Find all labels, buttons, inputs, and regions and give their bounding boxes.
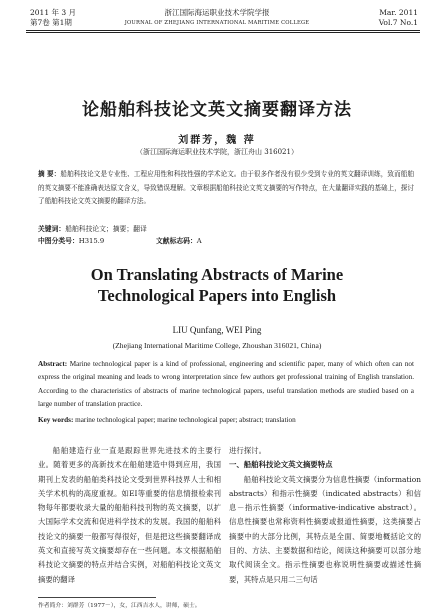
paper-title-en-line1: On Translating Abstracts of Marine <box>90 265 344 284</box>
abstract-en-text: Marine technological paper is a kind of professional, engineering and scientific paper, many of which often can not express the original meaning and leads to wrong interpretation since few authors get professional training of English translation. According to the characteristics of abstracts of marine technological papers, useful translation methods are studied based on a large number of translation practice. <box>38 360 414 408</box>
body-column-left <box>38 444 221 587</box>
classification-cn <box>38 235 104 245</box>
section-heading: 一、船舶科技论文英文摘要特点 <box>229 460 333 470</box>
header-rule-thin <box>26 32 420 33</box>
header-date-cn: 2011 年 3 月 <box>30 8 77 17</box>
body-right-paragraph: 船舶科技论文英文摘要分为信息性摘要（information abstracts）和指示性摘要（indicated abstracts）和信息－指示性摘要（informative-indicative abstract）。信息性摘要也常称资料性摘要或报道性摘要，这类摘要占摘要中的大部分比例，其特点是全面、简要地概括论文的目的、方法、主要数据和结论，阅读这种摘要可以部分地取代阅读全文。指示性摘要也称说明性摘要或描述性摘要，其特点是只用二三句话 <box>229 474 421 584</box>
abstract-cn-label: 摘 要： <box>38 170 61 178</box>
abstract-cn-text: 船舶科技论文是专业性、工程应用性和科技性强的学术论文。由于很多作者没有很少受到专业的英文翻译训练，致而船舶的英文摘要不能准确表达原文含义，导致错误理解。文章根据船舶科技论文英文摘要的写作特点，在大量翻译实践的基础上，探讨了船舶科技论文英文摘要的翻译方法。 <box>38 170 415 205</box>
body-left-paragraph: 船舶建造行业一直是跟踪世界先进技术的主要行业。随着更多的高新技术在船舶建造中得到应用，我国期刊上发表的船舶类科技论文受到世界科技界人士和相关学术机构的高度重视。如EI等重要的信息情报检索刊物每年都要收录大量的船舶科技刊物的英文摘要，以扩大国际学术交流和促进科学技术的发展。我国的船舶科技论文的摘要一般都写得很好，但是把这些摘要翻译成英文和直接写英文摘要却存在一些问题。本文根据船舶科技论文摘要的特点并结合实例，对船舶科技论文英文摘要的翻译 <box>38 446 221 584</box>
footnote-rule <box>38 597 156 598</box>
keywords-cn <box>38 223 147 233</box>
authors-en: LIU Qunfang, WEI Ping <box>172 325 262 335</box>
paper-title-cn: 论船舶科技论文英文摘要翻译方法 <box>82 100 352 120</box>
doc-code-cn-label: 文献标志码： <box>156 237 197 245</box>
affiliation-cn: （浙江国际海运职业技术学院，浙江舟山 316021） <box>136 148 298 156</box>
paper-title-en <box>0 264 434 306</box>
keywords-en <box>38 416 296 424</box>
journal-name-cn: 浙江国际海运职业技术学院学报 <box>164 8 270 17</box>
abstract-cn <box>38 168 414 209</box>
abstract-en-label: Abstract: <box>38 360 68 368</box>
classification-cn-label: 中图分类号： <box>38 237 79 245</box>
abstract-en <box>38 358 414 411</box>
authors-cn: 刘群芳，魏 萍 <box>178 135 256 146</box>
header-date-en: Mar. 2011 <box>379 8 418 17</box>
doc-code-cn <box>156 235 202 245</box>
header-right <box>379 8 418 28</box>
body-column-right <box>229 444 421 587</box>
keywords-cn-label: 关键词： <box>38 225 66 233</box>
header-volume-cn: 第7卷 第1期 <box>30 18 72 27</box>
paper-title-en-line2: Technological Papers into English <box>97 286 337 305</box>
header-center <box>0 8 434 28</box>
keywords-en-label: Key words: <box>38 416 74 424</box>
author-footnote: 作者简介：刘群芳（1977－），女，江西吉水人，讲师，硕士。 <box>38 603 201 609</box>
header-volume-en: Vol.7 No.1 <box>378 18 418 27</box>
classification-cn-text: H315.9 <box>78 237 105 245</box>
journal-name-en: JOURNAL OF ZHEJIANG INTERNATIONAL MARITIME COLLEGE <box>124 20 310 26</box>
doc-code-cn-text: A <box>196 237 202 245</box>
keywords-en-text: marine technological paper; marine technological paper; abstract; translation <box>75 416 296 424</box>
header-rule <box>26 30 420 31</box>
keywords-cn-text: 船舶科技论文；摘要；翻译 <box>65 225 147 233</box>
affiliation-en: (Zhejiang International Maritime College, Zhoushan 316021, China) <box>112 341 322 350</box>
body-right-continuation: 进行探讨。 <box>229 446 266 455</box>
